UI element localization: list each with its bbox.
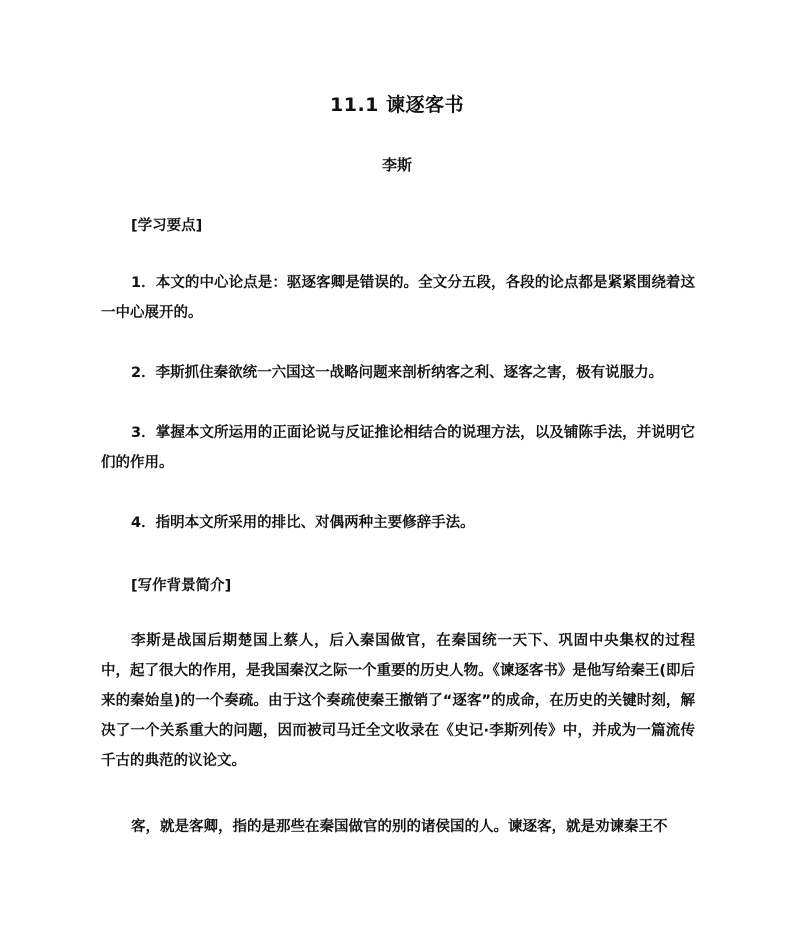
key-point-3: 3．掌握本文所运用的正面论说与反证推论相结合的说理方法，以及铺陈手法，并说明它们的作用。 — [101, 425, 695, 471]
key-point-1: 1．本文的中心论点是：驱逐客卿是错误的。全文分五段，各段的论点都是紧紧围绕着这一中心展开的。 — [101, 275, 695, 321]
author-name: 李斯 — [381, 156, 412, 174]
key-point-4: 4．指明本文所采用的排比、对偶两种主要修辞手法。 — [131, 515, 475, 531]
background-paragraph-2: 客，就是客卿，指的是那些在秦国做官的别的诸侯国的人。谏逐客，就是劝谏秦王不 — [131, 819, 668, 835]
section-heading-background: [写作背景简介] — [131, 578, 232, 594]
section-heading-key-points: [学习要点] — [131, 218, 203, 234]
document-title: 11.1 谏逐客书 — [330, 94, 464, 116]
key-point-2: 2．李斯抓住秦欲统一六国这一战略问题来剖析纳客之利、逐客之害，极有说服力。 — [131, 365, 664, 381]
background-paragraph-1: 李斯是战国后期楚国上蔡人，后入秦国做官，在秦国统一天下、巩固中央集权的过程中，起了很大的作用，是我国秦汉之际一个重要的历史人物。《谏逐客书》是他写给秦王(即后来的秦始皇)的一个奏疏。由于这个奏疏使秦王撤销了“逐客”的成命，在历史的关键时刻，解决了一个关系重大的问题，因而被司马迁全文收录在《史记·李斯列传》中，并成为一篇流传千古的典范的议论文。 — [101, 633, 695, 769]
